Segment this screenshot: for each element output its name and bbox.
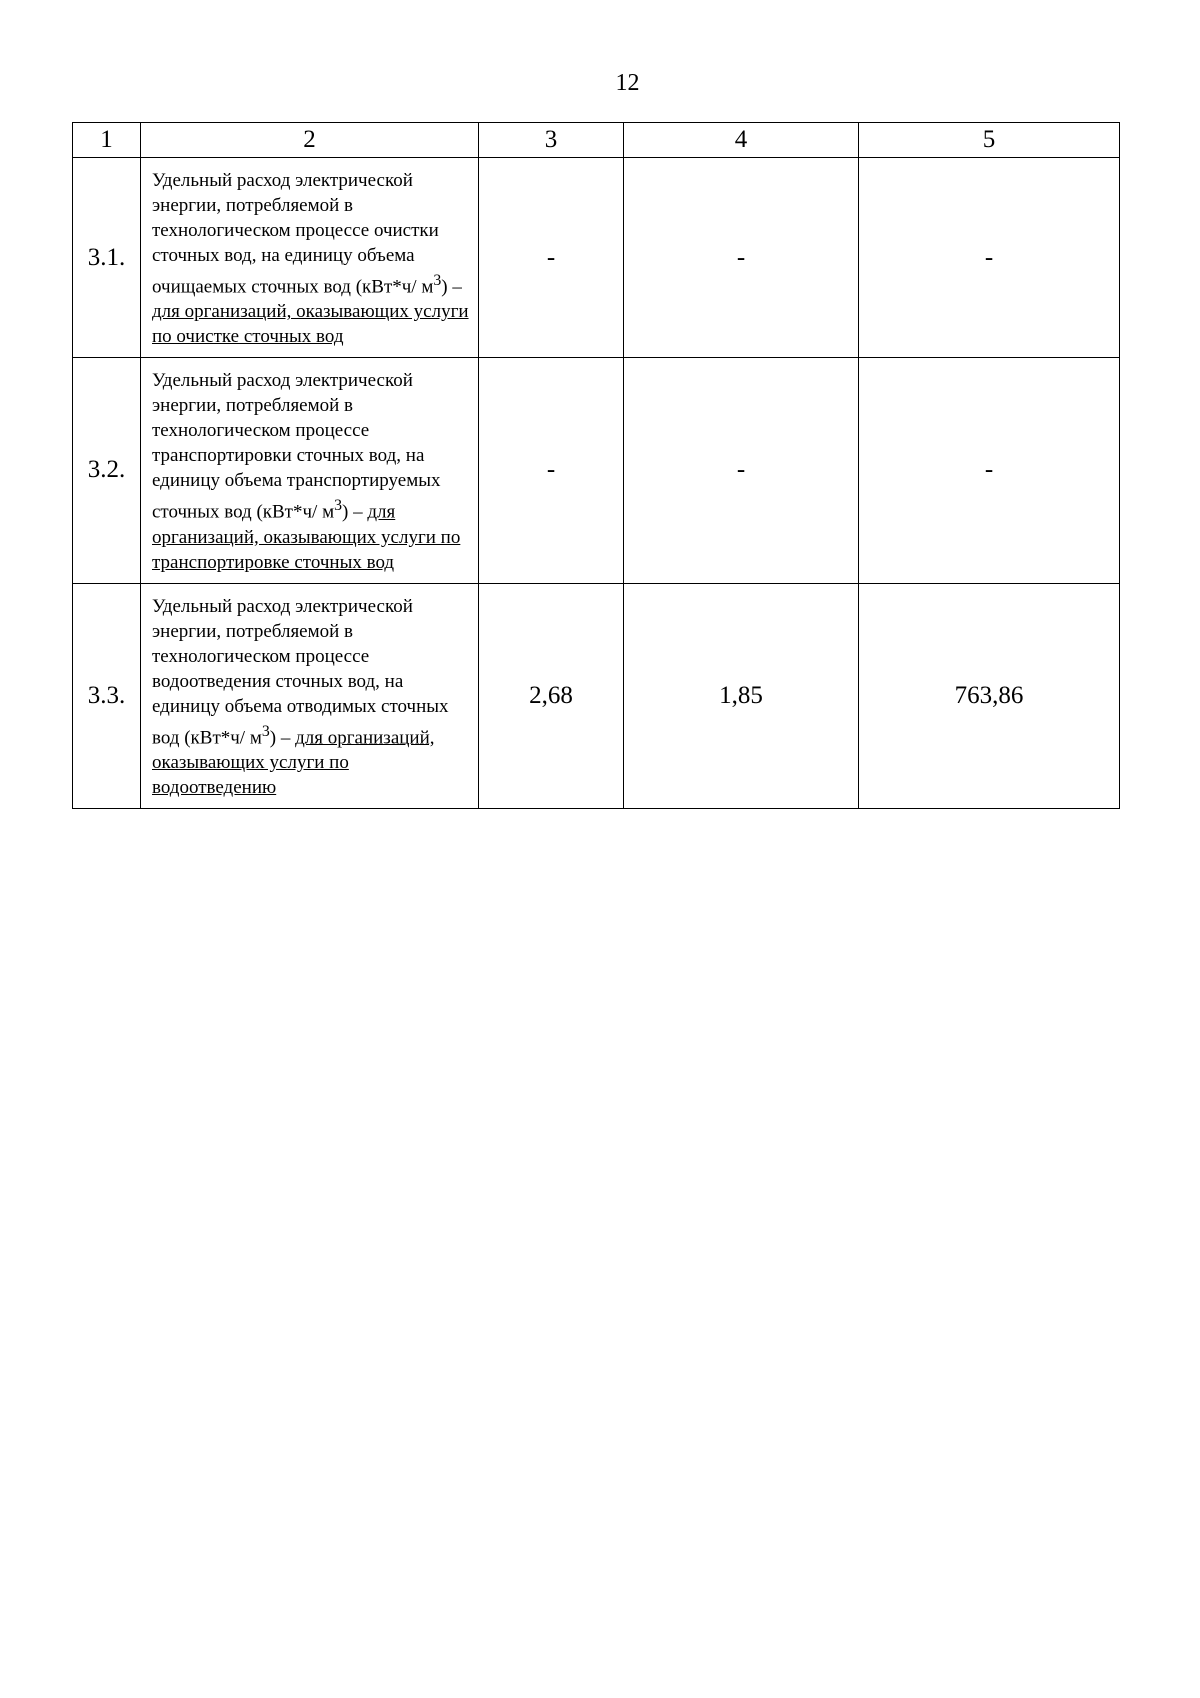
value-cell: -: [479, 158, 624, 358]
table-header-row: [73, 123, 1120, 158]
indicator-table: [72, 122, 1120, 809]
table-row: [73, 583, 1120, 808]
row-description: [141, 158, 479, 358]
value-cell: 1,85: [624, 583, 859, 808]
description-underlined: для организаций, оказывающих услуги по водоотведению: [152, 726, 435, 798]
column-header: 2: [141, 123, 479, 158]
column-header: 3: [479, 123, 624, 158]
value-cell: 763,86: [859, 583, 1120, 808]
superscript: 3: [334, 497, 343, 515]
table-row: [73, 358, 1120, 583]
row-number: 3.3.: [73, 583, 141, 808]
value-cell: -: [859, 358, 1120, 583]
row-description: [141, 583, 479, 808]
row-number: 3.1.: [73, 158, 141, 358]
row-description: [141, 358, 479, 583]
description-underlined: для организаций, оказывающих услуги по очистке сточных вод: [152, 301, 469, 348]
row-number: 3.2.: [73, 358, 141, 583]
description-text: ) –: [342, 501, 368, 523]
value-cell: -: [859, 158, 1120, 358]
column-header: 1: [73, 123, 141, 158]
description-text: ) –: [269, 726, 296, 748]
table-row: [73, 158, 1120, 358]
column-header: 5: [859, 123, 1120, 158]
description-text: Удельный расход электрической энергии, потребляемой в технологическом процессе транспортировки сточных вод, на единицу объема транспортируемых сточных вод (кВт*ч/ м: [152, 370, 441, 523]
value-cell: 2,68: [479, 583, 624, 808]
description-text: ) –: [441, 276, 462, 298]
description-text: Удельный расход электрической энергии, потребляемой в технологическом процессе очистки сточных вод, на единицу объема очищаемых сточных вод (кВт*ч/ м: [152, 170, 439, 298]
description-text: Удельный расход электрической энергии, потребляемой в технологическом процессе водоотведения сточных вод, на единицу объема отводимых сточных вод (кВт*ч/ м: [152, 595, 449, 748]
value-cell: -: [624, 158, 859, 358]
value-cell: -: [479, 358, 624, 583]
value-cell: -: [624, 358, 859, 583]
column-header: 4: [624, 123, 859, 158]
description-underlined: для организаций, оказывающих услуги по транспортировке сточных вод: [152, 501, 461, 573]
superscript: 3: [433, 272, 442, 289]
page-number: 12: [615, 70, 640, 96]
superscript: 3: [261, 722, 270, 740]
